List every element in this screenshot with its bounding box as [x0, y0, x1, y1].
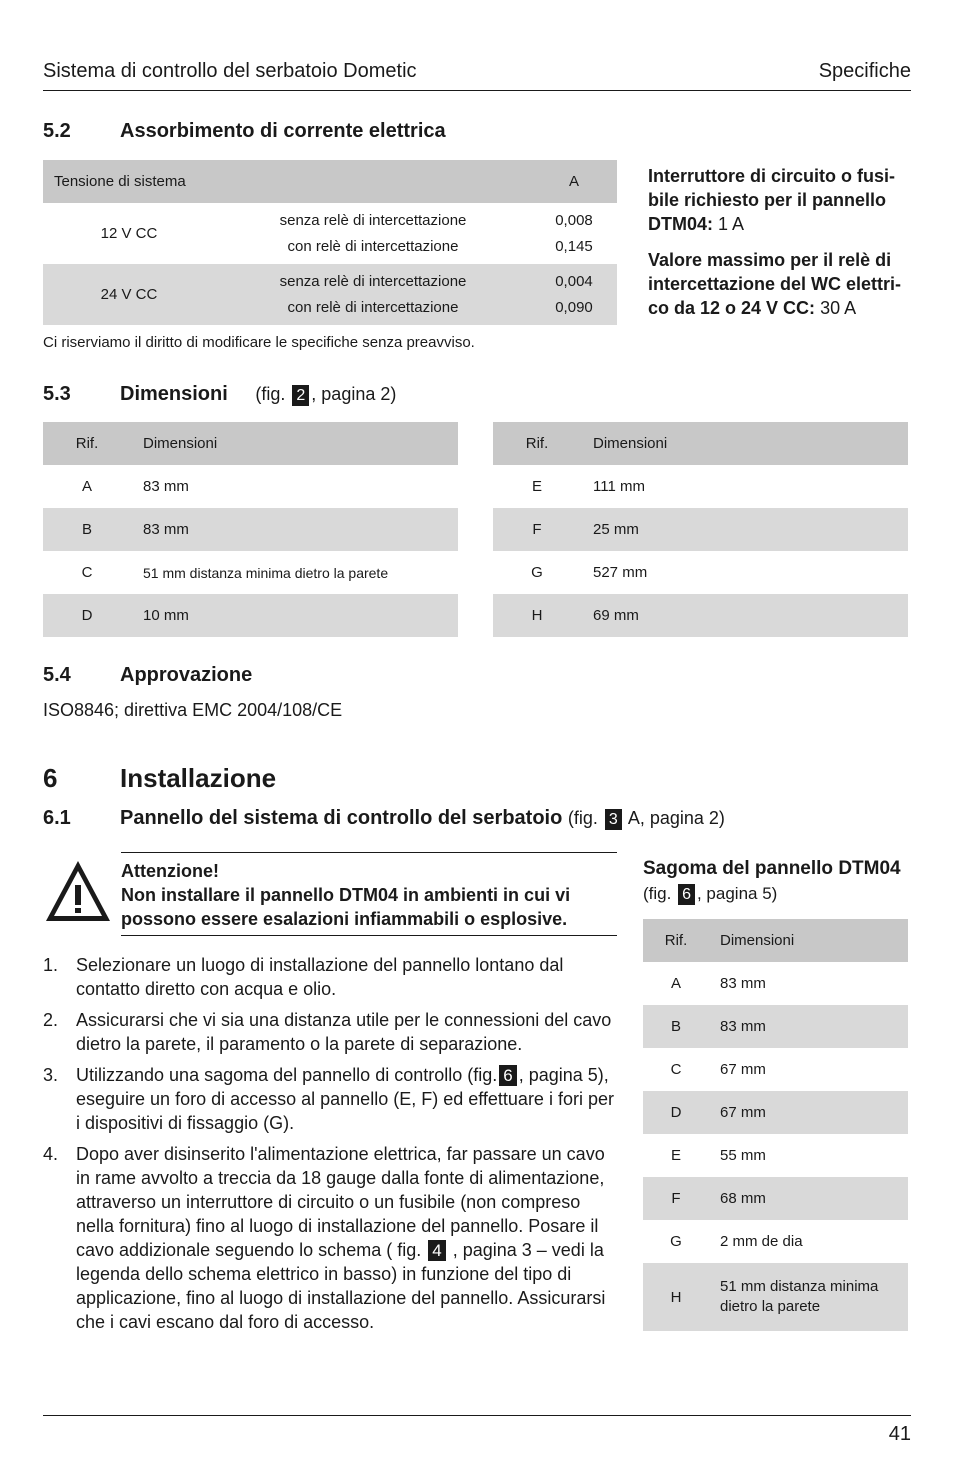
col-ref: Rif.: [75, 435, 99, 452]
section-number: 5.3: [43, 383, 71, 405]
relay-label: con relè di intercettazione: [287, 298, 459, 316]
warning-text: Non installare il pannello DTM04 in ambienti in cui vi possono essere esalazioni infiammabili o esplosive.: [121, 885, 571, 929]
amp-cell: [531, 203, 617, 264]
step-text: , pagina 3 – vedi la legenda dello schema elettrico in basso) in funzione del tipo di applicazione, fino al luogo di installazione del pannello. Assicurarsi che i cavi escano dal foro di accesso.: [76, 1240, 606, 1332]
ref-cell: A: [81, 478, 92, 495]
relay-max-amount: 30 A: [820, 298, 857, 318]
section-title: Dimensioni: [120, 383, 228, 405]
col-ref: Rif.: [525, 435, 549, 452]
breaker-requirement: [648, 164, 910, 236]
dim-cell: 83 mm: [143, 521, 189, 538]
dim-cell: 67 mm: [720, 1104, 766, 1121]
ref-cell: G: [531, 564, 543, 581]
figure-reference: [255, 384, 396, 404]
voltage-cell: 12 V CC: [100, 225, 158, 242]
col-ref: Rif.: [664, 932, 688, 949]
step-text: Utilizzando una sagoma del pannello di controllo (fig.: [76, 1065, 498, 1085]
table-row: [643, 1220, 908, 1263]
relay-max-label: Valore massimo per il relè di intercettazione del WC elettrico da 12 o 24 V CC:: [648, 250, 902, 318]
ref-cell: D: [670, 1104, 682, 1121]
table-header: [43, 160, 617, 203]
chapter-title: Installazione: [120, 763, 277, 793]
dim-cell: 69 mm: [593, 607, 639, 624]
figure-reference: [643, 884, 777, 903]
table-row: [493, 594, 908, 637]
list-item: [43, 1142, 617, 1334]
table-row: [43, 551, 458, 594]
table-row: [493, 551, 908, 594]
table-row: [43, 264, 617, 325]
table-row: [643, 1177, 908, 1220]
current-table: [43, 160, 617, 325]
footer-divider: [43, 1415, 911, 1416]
amp-cell: [531, 264, 617, 325]
header-divider: [43, 90, 911, 91]
dim-cell: 67 mm: [720, 1061, 766, 1078]
template-side-heading: [643, 856, 908, 906]
section-5-3-heading: [43, 383, 396, 406]
relay-label: senza relè di intercettazione: [279, 211, 467, 229]
table-row: [643, 962, 908, 1005]
ref-cell: E: [670, 1147, 681, 1164]
amp-value: 0,145: [555, 237, 593, 255]
section-6-1-heading: [43, 807, 725, 830]
ref-cell: H: [670, 1288, 682, 1306]
section-title: Approvazione: [120, 664, 253, 686]
section-number: 5.4: [43, 664, 71, 686]
ref-cell: H: [531, 607, 543, 624]
breaker-value: 1 A: [718, 214, 745, 234]
relay-cell: [215, 264, 531, 325]
dim-cell: 10 mm: [143, 607, 189, 624]
approval-text: ISO8846; direttiva EMC 2004/108/CE: [43, 700, 343, 720]
dim-cell: 2 mm de dia: [720, 1233, 803, 1250]
ref-cell: F: [532, 521, 542, 538]
amp-value: 0,090: [555, 298, 593, 316]
disclaimer-note: Ci riserviamo il diritto di modificare le specifiche senza preavviso.: [43, 334, 475, 351]
col-dim: Dimensioni: [720, 932, 795, 949]
table-row: [643, 1005, 908, 1048]
chapter-number: 6: [43, 763, 58, 793]
step-text: Selezionare un luogo di installazione del pannello lontano dal contatto diretto con acqua e olio.: [76, 955, 564, 999]
ref-cell: G: [670, 1233, 682, 1250]
ref-cell: A: [670, 975, 681, 992]
relay-cell: [215, 203, 531, 264]
list-item: [43, 953, 617, 1001]
ref-cell: E: [531, 478, 542, 495]
section-number: 6.1: [43, 807, 71, 829]
col-amp: A: [568, 173, 579, 190]
template-dimensions-table: [643, 919, 908, 1331]
table-row: [643, 1091, 908, 1134]
relay-label: senza relè di intercettazione: [279, 272, 467, 290]
table-row: [493, 508, 908, 551]
list-item: [43, 1063, 617, 1135]
warning-title: Attenzione!: [121, 861, 219, 881]
section-5-2-heading: [43, 120, 446, 143]
dim-cell: 51 mm distanza minima dietro la parete: [720, 1278, 879, 1315]
relay-label: con relè di intercettazione: [287, 237, 459, 255]
section-number: 5.2: [43, 120, 71, 142]
step-text: Dopo aver disinserito l'alimentazione elettrica, far passare un cavo in rame avvolto a treccia da 18 gauge dalla fonte di alimentazione, attraverso un interruttore di circuito o un fusibile (non compreso nella fornitura) fino al luogo di installazione del pannello. Posare il cavo addizionale seguendo lo schema ( fig.: [76, 1144, 605, 1260]
dim-cell: 25 mm: [593, 521, 639, 538]
fig-label: (fig.: [255, 384, 286, 404]
fig-page: , pagina 5): [696, 884, 778, 903]
table-row: [643, 1048, 908, 1091]
dimensions-table-right: [493, 422, 908, 637]
table-row: [43, 203, 617, 264]
dim-cell: 83 mm: [143, 478, 189, 495]
table-header: [643, 919, 908, 962]
current-side-note: [648, 164, 910, 320]
figure-number-badge: 6: [678, 884, 695, 905]
document-title: Sistema di controllo del serbatoio Dometic: [43, 60, 417, 82]
figure-reference: [568, 808, 725, 828]
fig-label: (fig.: [567, 808, 598, 828]
step-text: Assicurarsi che vi sia una distanza utile per le connessioni del cavo dietro la parete, il paramento o la parete di separazione.: [76, 1010, 612, 1054]
dim-cell: 68 mm: [720, 1190, 766, 1207]
section-title: Assorbimento di corrente elettrica: [120, 120, 446, 142]
ref-cell: F: [671, 1190, 681, 1207]
voltage-cell: 24 V CC: [100, 286, 158, 303]
amp-value: 0,004: [555, 272, 593, 290]
template-title: Sagoma del pannello DTM04: [643, 858, 901, 879]
fig-page: , pagina 2): [311, 384, 397, 404]
step-number: 3.: [43, 1065, 59, 1085]
chapter-6-heading: [43, 763, 276, 794]
table-row: [643, 1134, 908, 1177]
table-header: [43, 422, 458, 465]
ref-cell: D: [81, 607, 93, 624]
ref-cell: C: [670, 1061, 682, 1078]
relay-max-value: [648, 248, 910, 320]
step-text: , pagina 5), eseguire un foro di accesso al pannello (E, F) ed effettuare i fori per i dispositivi di fissaggio (G).: [76, 1065, 614, 1133]
breaker-label: Interruttore di circuito o fusibile richiesto per il pannello DTM04:: [648, 166, 896, 234]
step-number: 4.: [43, 1144, 59, 1164]
fig-page: A, pagina 2): [627, 808, 725, 828]
section-5-4-heading: [43, 664, 252, 687]
figure-number-badge: 2: [292, 385, 309, 406]
table-header: [493, 422, 908, 465]
warning-icon: [43, 858, 113, 924]
table-row: [643, 1263, 908, 1331]
col-dim: Dimensioni: [143, 435, 218, 452]
dim-cell: 527 mm: [593, 564, 648, 581]
ref-cell: B: [81, 521, 92, 538]
ref-cell: B: [670, 1018, 681, 1035]
table-row: [43, 508, 458, 551]
section-name: Specifiche: [818, 60, 911, 82]
figure-number-badge: 6: [499, 1065, 516, 1086]
page-number: 41: [888, 1423, 911, 1445]
list-item: [43, 1008, 617, 1056]
dim-cell: 111 mm: [593, 478, 645, 495]
ref-cell: C: [81, 564, 93, 581]
table-row: [493, 465, 908, 508]
section-title: Pannello del sistema di controllo del serbatoio: [120, 807, 563, 829]
dim-cell: 83 mm: [720, 975, 766, 992]
fig-label: (fig.: [643, 884, 672, 903]
step-number: 1.: [43, 955, 59, 975]
dim-cell: 55 mm: [720, 1147, 766, 1164]
dim-cell: 83 mm: [720, 1018, 766, 1035]
warning-box: [121, 852, 617, 936]
figure-number-badge: 3: [605, 809, 622, 830]
figure-number-badge: 4: [428, 1240, 445, 1261]
col-voltage: Tensione di sistema: [54, 173, 186, 190]
amp-value: 0,008: [555, 211, 593, 229]
installation-steps: [43, 953, 617, 1341]
dim-cell: 51 mm distanza minima dietro la parete: [143, 564, 389, 581]
table-row: [43, 594, 458, 637]
col-dim: Dimensioni: [593, 435, 668, 452]
table-row: [43, 465, 458, 508]
dimensions-table-left: [43, 422, 458, 637]
step-number: 2.: [43, 1010, 59, 1030]
